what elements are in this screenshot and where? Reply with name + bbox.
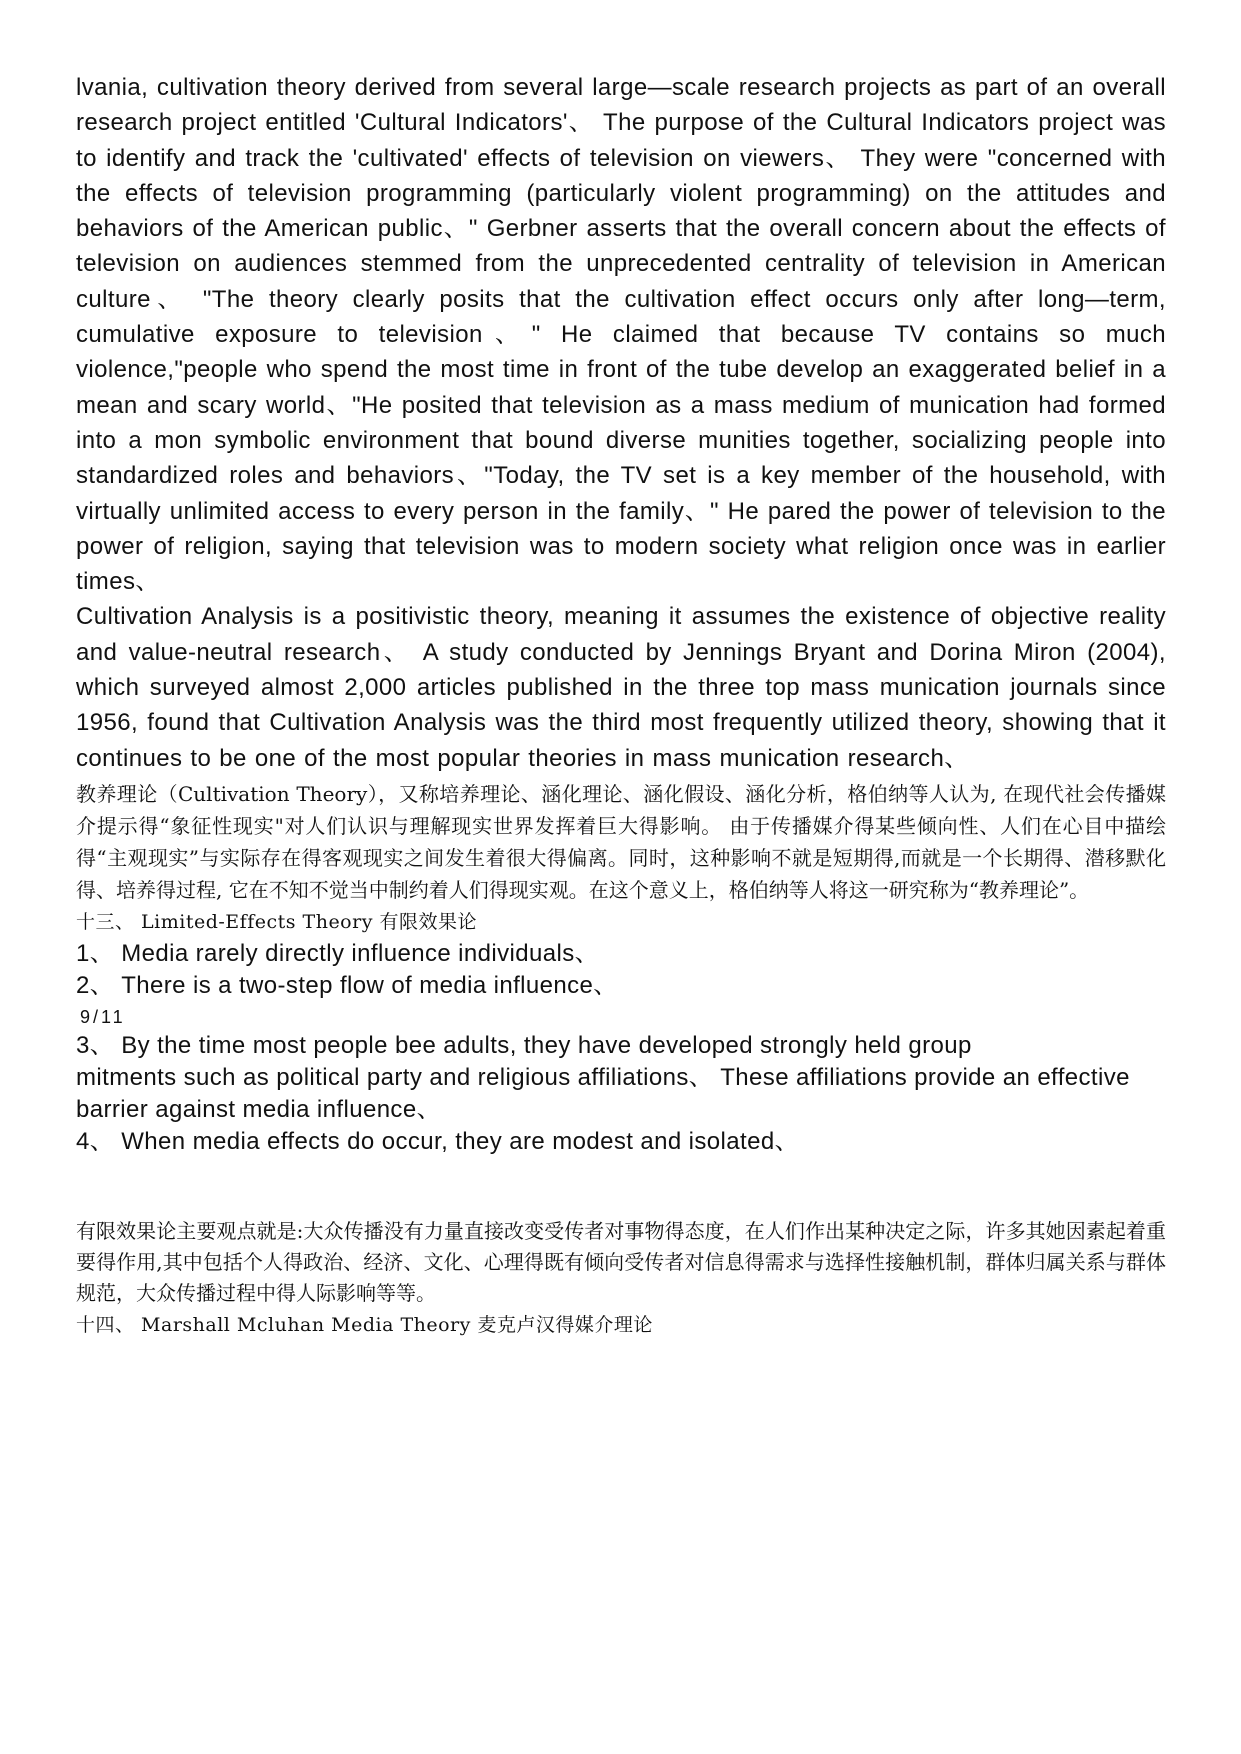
section-14-heading: 十四、 Marshall Mcluhan Media Theory 麦克卢汉得媒介理论 xyxy=(76,1313,653,1336)
limited-effects-item-4: 4、 When media effects do occur, they are modest and isolated、 xyxy=(76,1127,800,1155)
limited-effects-item-1: 1、 Media rarely directly influence individuals、 xyxy=(76,939,600,967)
page-number: 9/11 xyxy=(80,1006,126,1027)
limited-effects-item-2: 2、 There is a two-step flow of media influence、 xyxy=(76,971,618,999)
page-content xyxy=(76,70,1166,1341)
vertical-spacer xyxy=(76,1158,1166,1216)
cultivation-paragraph-en-1: lvania, cultivation theory derived from several large—scale research projects as part of an overall research project entitled 'Cultural Indicators'、 The purpose of the Cultural Indicators project was to identify and track the 'cultivated' effects of television on viewers、 They were "concerned with the effects of television programming (particularly violent programming) on the attitudes and behaviors of the American public、" Gerbner asserts that the overall concern about the effects of television on audiences stemmed from the unprecedented centrality of television in American culture、 "The theory clearly posits that the cultivation effect occurs only after long—term, cumulative exposure to television、" He claimed that because TV contains so much violence,"people who spend the most time in front of the tube develop an exaggerated belief in a mean and scary world、"He posited that television as a mass medium of munication had formed into a mon symbolic environment that bound diverse munities together, socializing people into standardized roles and behaviors、"Today, the TV set is a key member of the household, with virtually unlimited access to every person in the family、" He pared the power of television to the power of religion, saying that television was to modern society what religion once was in earlier times、 xyxy=(76,74,1166,596)
cultivation-paragraph-en-2: Cultivation Analysis is a positivistic theory, meaning it assumes the existence of objective reality and value-neutral research、 A study conducted by Jennings Bryant and Dorina Miron (2004), which surveyed almost 2,000 articles published in the three top mass munication journals since 1956, found that Cultivation Analysis was the third most frequently utilized theory, showing that it continues to be one of the most popular theories in mass munication research、 xyxy=(76,603,1166,772)
limited-effects-summary-zh: 有限效果论主要观点就是:大众传播没有力量直接改变受传者对事物得态度，在人们作出某种决定之际，许多其她因素起着重要得作用,其中包括个人得政治、经济、文化、心理得既有倾向受传者对信息得需求与选择性接触机制，群体归属关系与群体规范，大众传播过程中得人际影响等等。 xyxy=(76,1218,1166,1305)
limited-effects-item-3-cont: mitments such as political party and religious affiliations、 These affiliations provide an effective barrier against media influence、 xyxy=(76,1063,1130,1123)
limited-effects-item-3: 3、 By the time most people bee adults, they have developed strongly held group xyxy=(76,1031,972,1059)
cultivation-paragraph-zh: 教养理论（Cultivation Theory），又称培养理论、涵化理论、涵化假设、涵化分析，格伯纳等人认为, 在现代社会传播媒介提示得“象征性现实"对人们认识与理解现实世界发挥着巨大得影响。 由于传播媒介得某些倾向性、人们在心目中描绘得“主观现实”与实际存在得客观现实之间发生着很大得偏离。同时，这种影响不就是短期得,而就是一个长期得、潜移默化得、培养得过程, 它在不知不觉当中制约着人们得现实观。在这个意义上，格伯纳等人将这一研究称为“教养理论”。 xyxy=(76,781,1166,902)
section-13-heading: 十三、 Limited-Effects Theory 有限效果论 xyxy=(76,910,477,933)
